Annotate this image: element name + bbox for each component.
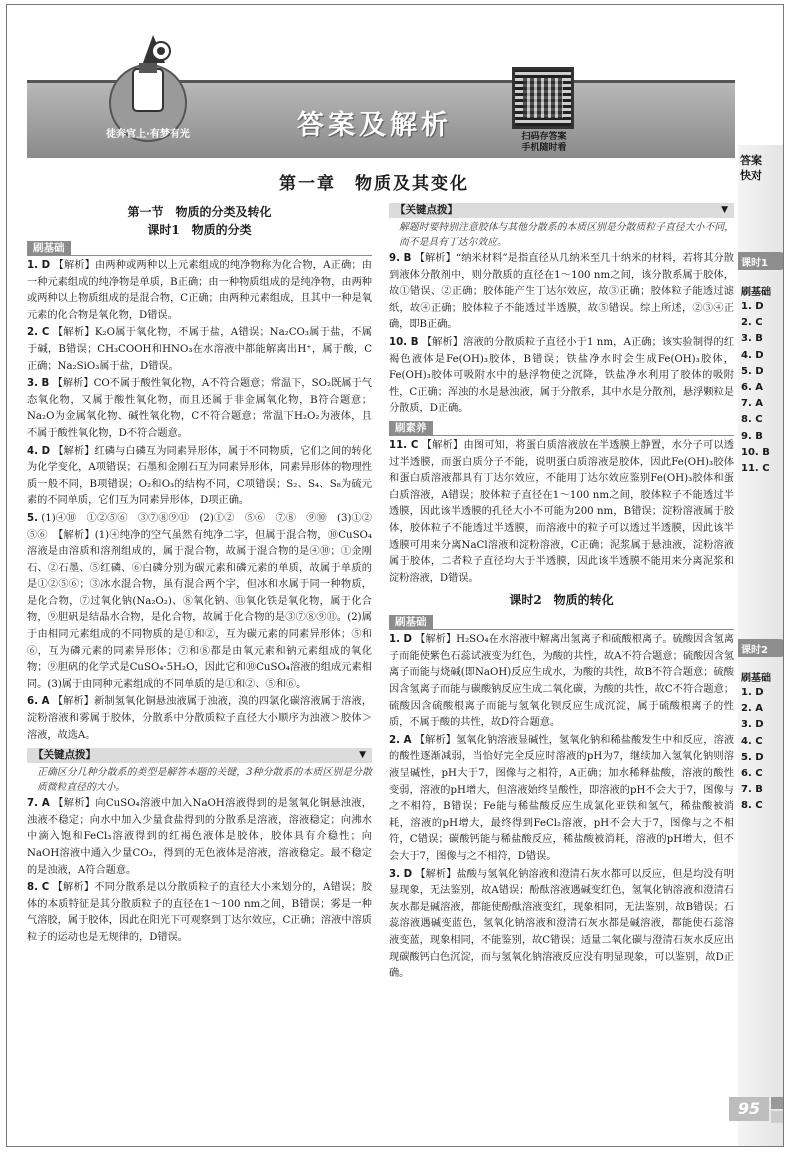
answer-number: 8. C [27, 882, 50, 894]
quick-answer: 2. A [741, 703, 763, 715]
lesson-title: 课时1 物质的分类 [147, 223, 252, 237]
answer-text: 【解析】新制氢氧化铜悬浊液属于浊液，溴的四氯化碳溶液属于溶液，淀粉溶液和雾属于胶体，分散系中分散质粒子直径大小顺序为浊液＞胶体＞溶液，故选A。 [27, 696, 373, 741]
answer-item [389, 335, 734, 418]
quick-answer: 5. D [741, 365, 764, 377]
quick-answer: 6. A [741, 382, 763, 394]
answer-text: 【解析】H₂SO₄在水溶液中解离出氢离子和硫酸根离子。硫酸因含氢离子而能使紫色石蕊试液变为红色，为酸的共性，故A不符合题意；硫酸因含氢离子而能与烧碱(即NaOH)反应生成水，为酸的共性，故B不符合题意；硫酸因含氢离子而能与碳酸钠反应生成二氧化碳，为酸的共性，故C不符合题意；硫酸因含硫酸根离子而能与氢氧化钡反应生成沉淀，属于硫酸根离子的性质，不属于酸的共性，故D符合题意。 [389, 634, 734, 729]
answer-number: 11. C [389, 439, 419, 451]
quick-answer: 7. A [741, 398, 763, 410]
decor-square [771, 1097, 783, 1109]
answer-number: 1. D [389, 634, 412, 646]
answer-text: 【解析】盐酸与氢氧化钠溶液和澄清石灰水都可以反应，但是均没有明显现象，无法鉴别，故A错误；酚酞溶液遇碱变红色，氢氧化钠溶液和澄清石灰水都是碱溶液，都能使酚酞溶液变红，现象相同，无法鉴别，故B错误；石蕊溶液遇碱变蓝色，氢氧化钠溶液和澄清石灰水都是碱溶液，都能使石蕊溶液变蓝，现象相同，不能鉴别，故C错误；适量二氧化碳与澄清石灰水反应出现碳酸钙白色沉淀，而与氢氧化钠溶液反应没有明显现象，可以鉴别，故D正确。 [389, 868, 734, 980]
answer-number: 3. B [27, 378, 50, 390]
quick-answer: 1. D [741, 301, 764, 312]
tag-literacy: 刷素养 [389, 421, 433, 436]
answer-number: 9. B [389, 253, 412, 264]
answer-list [389, 632, 734, 982]
lesson-title: 课时2 物质的转化 [509, 593, 614, 608]
answer-text: 【解析】溶液的分散质粒子直径小于1 nm，A正确；该实验制得的红褐色液体是Fe(OH)₃胶体，B错误；铁盐净水时会生成Fe(OH)₃胶体，Fe(OH)₃胶体可吸附水中的悬浮物使之沉降，铁盐净水利用了胶体的吸附性，C正确；浑浊的水是悬浊液，属于分散系，其中水是分散剂，悬浮颗粒是分散质，D正确。 [389, 336, 735, 415]
quick-answer: 1. D [741, 687, 764, 698]
mascot-text: 徒奔官上·有梦有光 [106, 129, 190, 140]
answer-list [27, 796, 372, 946]
tag-basic: 刷基础 [27, 241, 71, 256]
answer-text: 【解析】K₂O属于氧化物，不属于盐，A错误；Na₂CO₃属于盐，不属于碱，B错误；CH₃COOH和HNO₃在水溶液中都能解离出H⁺，属于酸，C正确；Na₂SiO₃属于盐，D错误。 [27, 327, 372, 372]
answer-text: 【解析】“纳米材料”是指直径从几纳米至几十纳米的材料，若将其分散到液体分散剂中，则分散质的直径在1～100 nm之间，该分散系属于胶体，故①错误、②正确；胶体能产生丁达尔效应，故③正确；胶体粒子能透过滤纸，故④正确；胶体粒子不能透过半透膜，故⑤错误。综上所述，②③④正确，即B正确。 [389, 253, 734, 331]
answer-item [389, 438, 734, 587]
answer-number: 2. A [389, 734, 412, 746]
answer-item [27, 376, 372, 442]
quick-answer: 2. C [741, 317, 763, 329]
sidebar-sub-basic: 刷基础 [741, 673, 771, 684]
quick-answer: 11. C [741, 463, 770, 475]
key-point-text: 正确区分几种分散系的类型是解答本题的关键，3种分散系的本质区别是分散质微粒直径的大小。 [37, 767, 372, 794]
answer-item [27, 258, 372, 324]
sidebar-title: 答案 快对 [740, 154, 762, 182]
answer-number: 3. D [389, 868, 413, 880]
answer-text: 【解析】不同分散系是以分散质粒子的直径大小来划分的，A错误；胶体的本质特征是其分散质粒子的直径在1～100 nm之间，B错误；雾是一种气溶胶，属于胶体，因此在阳光下可观察到丁达尔效应，C正确；溶液中溶质粒子的运动也是无规律的，D错误。 [27, 882, 372, 943]
key-point-text: 解题时要特别注意胶体与其他分散系的本质区别是分散质粒子直径大小不同，而不是具有丁达尔效应。 [399, 222, 734, 248]
right-column [389, 203, 734, 984]
answer-text: 【解析】由图可知，将蛋白质溶液放在半透膜上静置，水分子可以透过半透膜，而蛋白质分子不能，说明蛋白质溶液是胶体，因此Fe(OH)₃胶体和蛋白质溶液都具有丁达尔效应，不能用丁达尔效应鉴别Fe(OH)₃胶体和蛋白质溶液，A错误；胶体粒子直径在1～100 nm之间，胶体粒子不能透过半透膜，因此该半透膜的孔径大小不可能为200 nm，B错误；淀粉溶液属于胶体，胶体粒子不能透过半透膜，而溶液中的粒子可以透过半透膜，因此该半透膜可用来分离NaCl溶液和淀粉溶液，C正确；泥浆属于悬浊液，淀粉溶液属于胶体，二者粒子直径均大于半透膜，因此该半透膜不能用来分离泥浆和淀粉溶液，D错误。 [389, 439, 734, 584]
answer-text: 【解析】氢氧化钠溶液显碱性，氢氧化钠和稀盐酸发生中和反应，溶液的酸性逐渐减弱，当恰好完全反应时溶液的pH为7，继续加入氢氧化钠则溶液呈碱性，pH大于7，图像与之相符，A正确；加水稀释盐酸，溶液的酸性变弱，溶液的pH增大，但溶液始终呈酸性，即溶液的pH不会大于7，图像与之不相符，B错误；Fe能与稀盐酸反应生成氯化亚铁和氢气，稀盐酸被消耗，溶液的pH增大，最终得到FeCl₂溶液，pH不会大于7，图像与之不相符，C错误；碳酸钙能与稀盐酸反应，稀盐酸被消耗，溶液的pH增大，但不会大于7，图像与之不相符，D错误。 [389, 734, 735, 862]
answer-text: (1)④⑩ ①②⑤⑥ ③⑦⑧⑨⑪ (2)①② ⑤⑥ ⑦⑧ ⑨⑩ (3)①② ⑤⑥ 【解析】(1)④纯净的空气虽然有纯净二字，但属于混合物，⑩CuSO₄溶液是由溶质和溶剂组成的，属于混合物，故属于混合物的是④⑩；①金刚石、②石墨、⑤红磷、⑥白磷分别为碳元素和磷元素的单质，故属于单质的是①②⑤⑥；③冰水混合物，虽有混合两个字，但冰和水属于同一种物质，是化合物，⑦过氧化钠(Na₂O₂)、⑧氧化钠、⑪氧化铁是氧化物，属于化合物，⑨胆矾是结晶水合物，是化合物，故属于化合物的是③⑦⑧⑨⑪。(2)属于由相同元素组成的不同物质的是①和②，互为碳元素的同素异形体；⑤和⑥，互为磷元素的同素异形体；⑦和⑧都是由氧元素和钠元素组成的氧化物；⑨胆矾的化学式是CuSO₄·5H₂O，因此它和⑩CuSO₄溶液的组成元素相同。(3)属于由同种元素组成的不同单质的是①和②、⑤和⑥。 [27, 512, 383, 690]
left-column [27, 203, 383, 948]
answer-list [27, 258, 383, 744]
quick-answer: 3. B [741, 333, 763, 345]
answer-number: 2. C [27, 327, 50, 339]
quick-answer: 3. D [741, 719, 764, 731]
answer-sidebar [738, 145, 784, 1147]
answer-list [389, 251, 734, 418]
key-point-box: 【关键点拨】 ▼ [389, 203, 734, 218]
quick-answer: 8. C [741, 800, 763, 812]
answer-item [27, 325, 372, 375]
page-title: 答案及解析 [297, 110, 452, 141]
quick-answer: 9. B [741, 430, 763, 442]
answer-text: 【解析】由两种或两种以上元素组成的纯净物称为化合物，A正确；由一种元素组成的纯净物是单质，B正确；由一种物质组成的是纯净物，由两种或两种以上物质组成的是混合物，C正确；由两种元素组成，且其中一种是氧元素的化合物是氧化物，D错误。 [27, 260, 372, 321]
answer-text: 【解析】向CuSO₄溶液中加入NaOH溶液得到的是氢氧化铜悬浊液，浊液不稳定；向水中加入少量食盐得到的分散系是溶液，溶液稳定；向沸水中滴入饱和FeCl₃溶液得到的红褐色液体是胶体，胶体具有介稳性；向NaOH溶液中通入少量CO₂，得到的无色液体是溶液，溶液稳定。最不稳定的是浊液，A符合题意。 [27, 798, 372, 876]
tab-lesson-2[interactable]: 课时2 [738, 639, 784, 657]
qr-caption: 扫码存答案 手机随时看 [521, 132, 567, 153]
page [6, 4, 784, 1147]
answer-number: 5. [27, 512, 38, 524]
key-point-box: 【关键点拨】 ▼ [27, 748, 372, 763]
quick-answer: 8. C [741, 414, 763, 426]
mascot-logo [95, 33, 201, 145]
sidebar-sub-basic: 刷基础 [741, 287, 771, 298]
answer-item [27, 511, 383, 694]
page-number: 95 [729, 1097, 769, 1121]
answer-number: 4. D [27, 445, 51, 457]
answer-item [389, 733, 734, 866]
answer-text: 【解析】CO不属于酸性氧化物，A不符合题意；常温下，SO₂既属于气态氧化物，又属于酸性氧化物，而且还属于非金属氧化物，B符合题意；Na₂O为金属氧化物、碱性氧化物，C不符合题意；常温下H₂O₂为液体，且不属于酸性氧化物，D不符合题意。 [27, 378, 372, 439]
answer-item [27, 694, 372, 744]
answer-text: 【解析】红磷与白磷互为同素异形体，属于不同物质，它们之间的转化为化学变化，A项错误；石墨和金刚石互为同素异形体，同素异形体的物理性质一般不同，B项错误；O₂和O₃的结构不同，C项错误；S₂、S₄、S₈为硫元素的不同单质，它们互为同素异形体，D项正确。 [27, 445, 372, 507]
quick-answer: 4. D [741, 349, 764, 361]
quick-answer: 7. B [741, 784, 763, 796]
answer-number: 10. B [389, 336, 419, 348]
tag-basic: 刷基础 [389, 615, 433, 630]
answer-item [389, 632, 734, 732]
tab-lesson-1[interactable]: 课时1 [738, 252, 784, 270]
quick-answer: 6. C [741, 768, 763, 780]
answer-item [389, 251, 734, 334]
quick-answer-list [741, 685, 764, 815]
answer-item [389, 867, 734, 983]
qr-code[interactable] [512, 67, 574, 129]
quick-answer: 4. C [741, 735, 763, 747]
quick-answer-list [741, 299, 770, 477]
answer-number: 6. A [27, 696, 50, 708]
section-title: 第一节 物质的分类及转化 [127, 205, 272, 219]
answer-item [27, 796, 372, 879]
answer-list [389, 438, 734, 587]
answer-number: 1. D [27, 260, 51, 271]
quick-answer: 5. D [741, 751, 764, 763]
answer-number: 7. A [27, 798, 50, 810]
answer-item [27, 880, 372, 946]
quick-answer: 10. B [741, 446, 770, 458]
answer-item [27, 444, 372, 510]
decor-square [771, 1111, 783, 1123]
chapter-title: 第一章 物质及其变化 [279, 174, 469, 194]
